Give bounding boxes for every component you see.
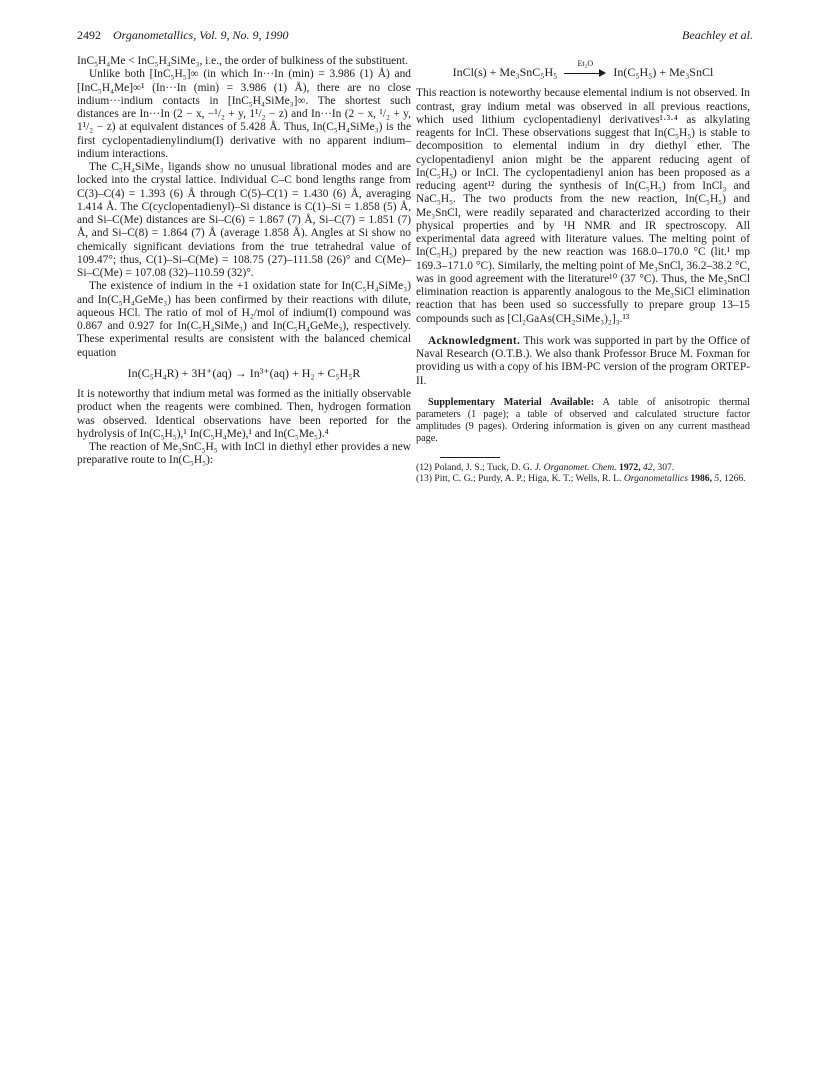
acknowledgment-text: This work was supported in part by the Office of Naval Research (O.T.B.). We also thank Professor Bruce M. Foxman for providing us with a copy of his IBM-PC version of the program xyxy=(416,334,750,374)
running-header xyxy=(77,28,753,44)
equation-reactants: InCl(s) + Me₃SnC₅H₅ xyxy=(452,65,558,79)
reaction-arrow-icon xyxy=(564,59,606,78)
paragraph-reaction-discussion: This reaction is noteworthy because elemental indium is not observed. In contrast, gray indium metal was observed in all previous reactions, which used lithium cyclopentadienyl derivatives¹·³·⁴ as alkylating reagents for InCl. These observations suggest that In(C₅H₅) is stable to decomposition to elemental indium in dry diethyl ether. The cyclopentadienyl anion might be the apparent reducing agent of In(C₅H₅) or InCl. The cyclopentadienyl anion has been proposed as a reducing agent¹² during the synthesis of In(C₅H₅) from InCl₃ and NaC₅H₅. The two products from the new reaction, In(C₅H₅) and Me₃SnCl, were readily separated and characterized according to their physical properties and by ¹H NMR and IR spectroscopy. All experimental data agreed with literature values. The melting point of In(C₅H₅) prepared by the new reaction was 168.0–170.0 °C (lit.¹ mp 169.3–171.0 °C). Similarly, the melting point of Me₃SnCl, 36.2–38.2 °C, was in good agreement with the literature¹⁰ (37 °C). Thus, the Me₃SnCl elimination reaction is apparently analogous to the Me₃SiCl elimination reaction that has been used so successfully to prepare group 13–15 compounds such as [Cl₂GaAs(CH₂SiMe₃)₂]₃.¹³ xyxy=(416,87,750,325)
paragraph-bond-lengths: The C₅H₄SiMe₃ ligands show no unusual librational modes and are locked into the crystal lattice. Individual C–C bond lengths range from C(3)–C(4) = 1.393 (6) Å through C(5)–C(1) = 1.430 (6) Å, averaging 1.414 Å. The C(cyclopentadienyl)–Si distance is C(1)–Si = 1.858 (5) Å, and Si–C(Me) distances are Si–C(6) = 1.867 (7) Å, Si–C(7) = 1.851 (7) Å, and Si–C(8) = 1.864 (7) Å (average 1.858 Å). Angles at Si show no chemically significant deviations from the true tetrahedral value of 109.47°; thus, C(1)–Si–C(Me) = 108.75 (27)–111.58 (26)° and C(Me)–Si–C(Me) = 107.08 (32)–110.59 (32)°. xyxy=(77,161,411,279)
acknowledgment-heading: Acknowledgment. xyxy=(428,334,521,347)
header-left xyxy=(77,28,289,43)
solvent-label: Et₂O xyxy=(577,59,594,69)
equation-hydrolysis: In(C₅H₄R) + 3H⁺(aq) → In³⁺(aq) + H₂ + C₅H₅R xyxy=(127,365,361,380)
paragraph-bulkiness: InC₅H₄Me < InC₅H₄SiMe₃, i.e., the order of bulkiness of the substituent. xyxy=(77,55,408,67)
acknowledgment xyxy=(416,335,750,388)
reference-list xyxy=(416,462,750,485)
equation-preparation xyxy=(416,59,750,79)
journal-citation: Organometallics, Vol. 9, No. 9, 1990 xyxy=(113,28,289,42)
references-divider xyxy=(440,457,500,458)
program-name: ORTEP-II. xyxy=(416,361,750,387)
paragraph-oxidation-state: The existence of indium in the +1 oxidation state for In(C₅H₄SiMe₃) and In(C₅H₄GeMe₃) has been confirmed by their reactions with dilute, aqueous HCl. The ratio of mol of H₂/mol of indium(I) compound was 0.867 and 0.927 for In(C₅H₄SiMe₃) and In(C₅H₄GeMe₃), respectively. These experimental results are consistent with the balanced chemical equation xyxy=(77,280,411,359)
right-column xyxy=(416,55,750,485)
paragraph-indium-contacts: Unlike both [InC₅H₅]∞ (in which In···In (min) = 3.986 (1) Å) and [InC₅H₄Me]∞¹ (In···In (min) = 3.986 (1) Å), there are no close indium···indium contacts in [InC₅H₄SiMe₃]∞. The shortest such distances are In···In (2 − x, −¹/₂ + y, 1¹/₂ − z) and In···In (2 − x, ¹/₂ + y, 1¹/₂ − z) at equivalent distances of 5.428 Å. Thus, In(C₅H₄SiMe₃) is the first cyclopentadienylindium(I) derivative with no apparent indium–indium interactions. xyxy=(77,68,411,160)
reference-13: (13) Pitt, C. G.; Purdy, A. P.; Higa, K. T.; Wells, R. L. Organometallics 1986, 5, 1266. xyxy=(416,473,746,485)
page-number: 2492 xyxy=(77,28,101,42)
supplementary-heading: Supplementary Material Available: xyxy=(428,396,595,408)
supplementary-text: A table of anisotropic thermal parameters (1 page); a table of observed and calculated structure factor amplitudes (9 pages). Ordering information is given on any current masthead page. xyxy=(416,396,750,444)
paragraph-new-route: The reaction of Me₃SnC₅H₅ with InCl in diethyl ether provides a new preparative route to In(C₅H₅): xyxy=(77,441,411,467)
supplementary-material xyxy=(416,397,750,445)
left-column xyxy=(77,55,411,468)
paragraph-indium-metal: It is noteworthy that indium metal was formed as the initially observable product when the reagents were combined. Then, hydrogen formation was observed. Identical observations have been reported for the hydrolysis of In(C₅H₅),¹ In(C₅H₄Me),¹ and In(C₅Me₅).⁴ xyxy=(77,388,411,440)
reference-12: (12) Poland, J. S.; Tuck, D. G. J. Organomet. Chem. 1972, 42, 307. xyxy=(416,461,675,473)
equation-products: In(C₅H₅) + Me₃SnCl xyxy=(613,65,714,79)
header-authors: Beachley et al. xyxy=(682,28,753,42)
